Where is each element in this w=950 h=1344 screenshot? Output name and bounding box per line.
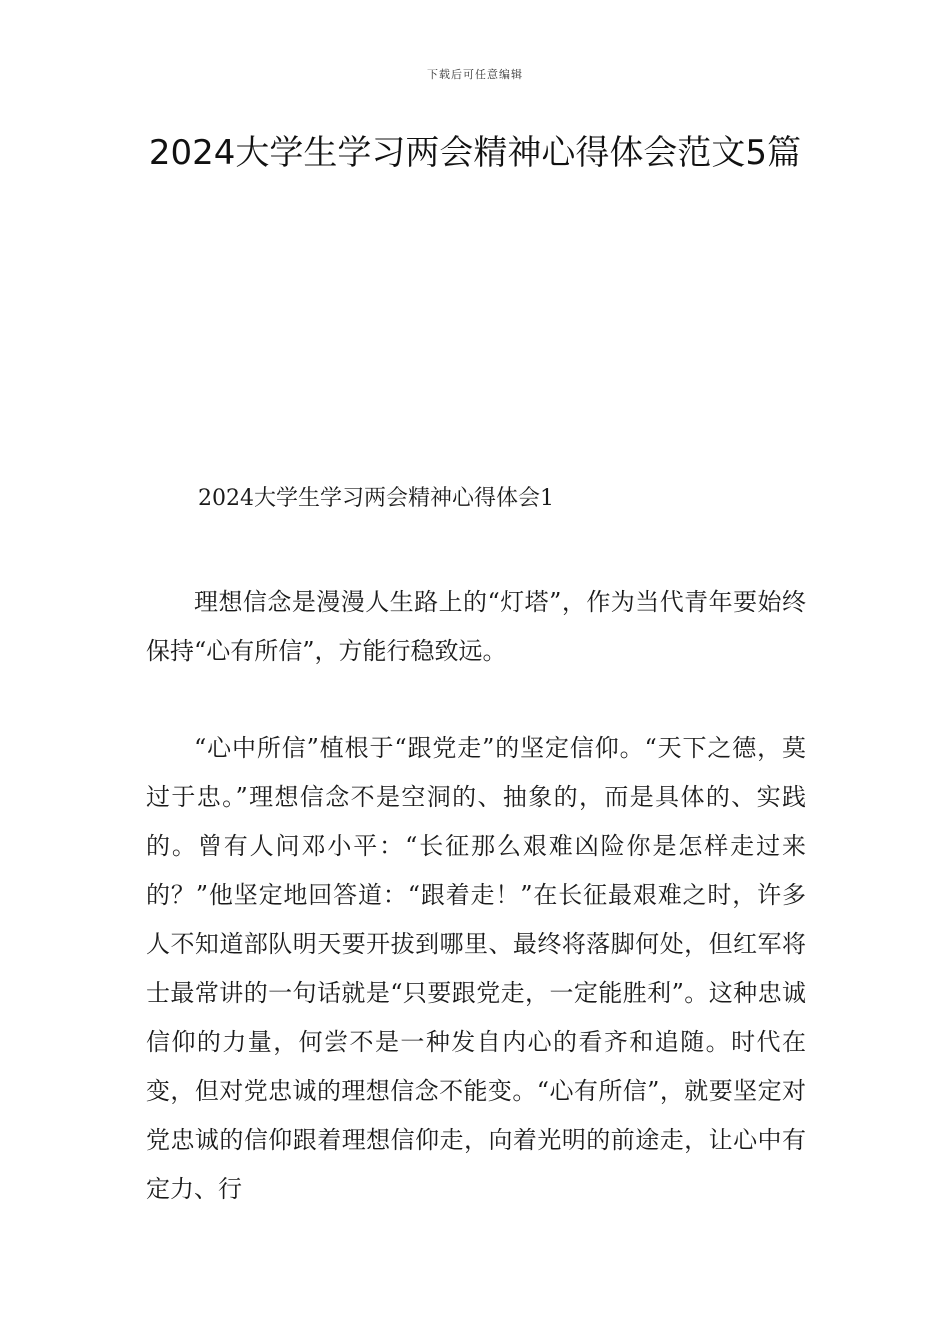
- document-title: 2024大学生学习两会精神心得体会范文5篇: [148, 133, 802, 173]
- section-heading: 2024大学生学习两会精神心得体会1: [198, 486, 554, 511]
- paragraph: 理想信念是漫漫人生路上的“灯塔”，作为当代青年要始终保持“心有所信”，方能行稳致远。: [146, 588, 806, 665]
- paragraph: “心中所信”植根于“跟党走”的坚定信仰。“天下之德，莫过于忠。”理想信念不是空洞的、抽象的，而是具体的、实践的。曾有人问邓小平：“长征那么艰难凶险你是怎样走过来的？”他坚定地回答道：“跟着走！”在长征最艰难之时，许多人不知道部队明天要开拔到哪里、最终将落脚何处，但红军将士最常讲的一句话就是“只要跟党走，一定能胜利”。这种忠诚信仰的力量，何尝不是一种发自内心的看齐和追随。时代在变，但对党忠诚的理想信念不能变。“心有所信”，就要坚定对党忠诚的信仰跟着理想信仰走，向着光明的前途走，让心中有定力、行: [146, 734, 806, 1203]
- header-note: 下载后可任意编辑: [427, 68, 523, 81]
